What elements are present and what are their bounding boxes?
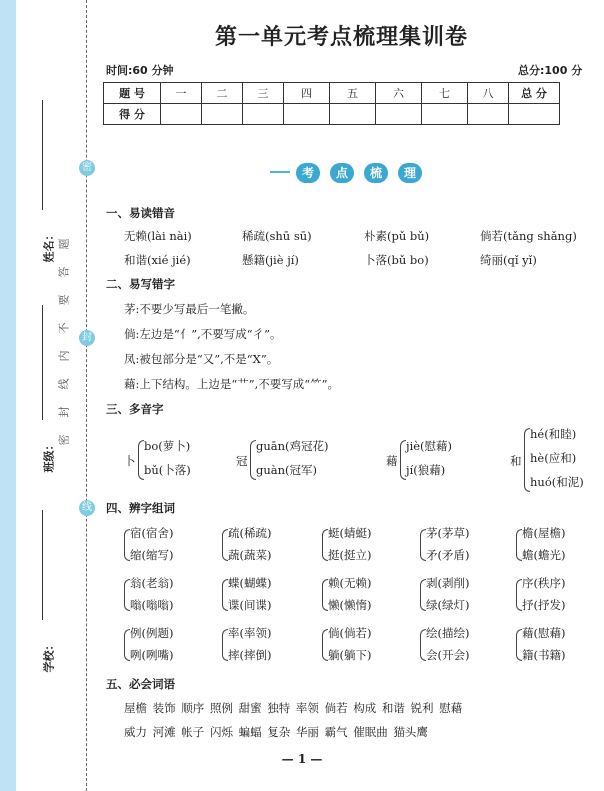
word-pair-item: 率(率领) bbox=[228, 626, 272, 640]
word-pair-item: 序(秩序) bbox=[522, 576, 566, 590]
word-pair-item: 籍(书籍) bbox=[522, 648, 566, 662]
section-title: 五、必会词语 bbox=[106, 677, 175, 691]
writing-tip: 倘:左边是“亻”,不要写成“彳”。 bbox=[124, 327, 282, 341]
polyphone-reading: bo(萝卜) bbox=[144, 439, 191, 453]
banner-char: 点 bbox=[330, 163, 354, 183]
polyphone-reading: guàn(冠军) bbox=[256, 463, 318, 477]
class-line[interactable] bbox=[42, 305, 43, 420]
polyphone-char: 和 bbox=[510, 454, 522, 468]
word-pair-item: 蜓(蜻蜓) bbox=[328, 526, 372, 540]
total-label: 总分:100 分 bbox=[518, 64, 583, 77]
word-pair-item: 抒(抒发) bbox=[522, 598, 566, 612]
word-pair-item: 咧(咧嘴) bbox=[130, 648, 174, 662]
word-pair-item: 倘(倘若) bbox=[328, 626, 372, 640]
polyphone-reading: hè(应和) bbox=[530, 451, 577, 465]
word-pair-item: 蔬(蔬菜) bbox=[228, 548, 272, 562]
word-pair-item: 例(例题) bbox=[130, 626, 174, 640]
section-title: 一、易读错音 bbox=[106, 206, 175, 220]
pinyin-item: 无赖(lài nài) bbox=[124, 229, 192, 243]
score-cell[interactable] bbox=[376, 104, 422, 125]
pinyin-item: 绮丽(qǐ yǐ) bbox=[480, 253, 537, 267]
word-pair-item: 剥(剥削) bbox=[426, 576, 470, 590]
word-pair-item: 谍(间谍) bbox=[228, 598, 272, 612]
binding-strip bbox=[0, 0, 16, 791]
score-cell[interactable] bbox=[509, 104, 560, 125]
banner-char: 梳 bbox=[364, 163, 388, 183]
seal-mark: 密 bbox=[79, 160, 95, 176]
polyphone-char: 卜 bbox=[124, 454, 136, 468]
table-header: 题 号 bbox=[104, 83, 161, 104]
banner-char: 考 bbox=[296, 163, 320, 183]
word-pair-item: 缩(缩写) bbox=[130, 548, 174, 562]
table-header: 七 bbox=[422, 83, 468, 104]
warning-char: 线 bbox=[57, 378, 71, 390]
warning-char: 要 bbox=[57, 294, 71, 306]
word-pair-item: 赖(无赖) bbox=[328, 576, 372, 590]
vocab-line: 威力 河滩 帐子 闪烁 蝙蝠 复杂 华丽 霸气 催眠曲 猫头鹰 bbox=[124, 725, 428, 739]
name-line[interactable] bbox=[42, 100, 43, 210]
table-header: 六 bbox=[376, 83, 422, 104]
writing-tip: 藉:上下结构。上边是“艹”,不要写成“⺮”。 bbox=[124, 377, 340, 391]
word-pair-item: 挺(挺立) bbox=[328, 548, 372, 562]
school-line[interactable] bbox=[42, 510, 43, 620]
pinyin-item: 稀疏(shū sū) bbox=[242, 229, 312, 243]
warning-char: 不 bbox=[57, 322, 71, 334]
word-pair-item: 檐(屋檐) bbox=[522, 526, 566, 540]
school-label: 学校： bbox=[42, 639, 56, 673]
score-cell[interactable] bbox=[284, 104, 330, 125]
section-title: 三、多音字 bbox=[106, 402, 164, 416]
name-label: 姓名： bbox=[42, 229, 56, 263]
pinyin-item: 倘若(tǎng shǎng) bbox=[480, 229, 577, 243]
word-pair-item: 蟾(蟾光) bbox=[522, 548, 566, 562]
warning-char: 答 bbox=[57, 266, 71, 278]
table-header: 总 分 bbox=[509, 83, 560, 104]
word-pair-item: 会(开会) bbox=[426, 648, 470, 662]
class-label: 班级： bbox=[42, 439, 56, 473]
score-cell[interactable] bbox=[468, 104, 509, 125]
score-header-row bbox=[104, 83, 560, 104]
polyphone-char: 冠 bbox=[236, 454, 248, 468]
word-pair-item: 懒(懒惰) bbox=[328, 598, 372, 612]
polyphone-reading: guān(鸡冠花) bbox=[256, 439, 329, 453]
score-cell[interactable] bbox=[161, 104, 202, 125]
vocab-line: 屋檐 装饰 顺序 照例 甜蜜 独特 率领 倘若 构成 和谐 锐利 慰藉 bbox=[124, 701, 463, 715]
table-header: 三 bbox=[243, 83, 284, 104]
score-cell[interactable] bbox=[202, 104, 243, 125]
page-number: — 1 — bbox=[281, 752, 323, 766]
section-title: 二、易写错字 bbox=[106, 277, 175, 291]
table-header: 五 bbox=[330, 83, 376, 104]
warning-char: 封 bbox=[57, 406, 71, 418]
word-pair-item: 矛(矛盾) bbox=[426, 548, 470, 562]
pinyin-item: 卜落(bǔ bo) bbox=[364, 253, 429, 267]
table-header: 四 bbox=[284, 83, 330, 104]
score-cell[interactable] bbox=[422, 104, 468, 125]
section-title: 四、辨字组词 bbox=[106, 501, 175, 515]
time-label: 时间:60 分钟 bbox=[106, 64, 174, 77]
word-pair-item: 摔(摔倒) bbox=[228, 648, 272, 662]
warning-char: 题 bbox=[57, 238, 71, 250]
table-header: 二 bbox=[202, 83, 243, 104]
polyphone-reading: jí(狼藉) bbox=[406, 463, 446, 477]
page-title: 第一单元考点梳理集训卷 bbox=[215, 24, 469, 50]
pinyin-item: 懸籍(jiè jí) bbox=[242, 253, 299, 267]
pinyin-item: 朴素(pǔ bǔ) bbox=[364, 229, 430, 243]
banner-char: 理 bbox=[398, 163, 422, 183]
word-pair-item: 绘(描绘) bbox=[426, 626, 470, 640]
word-pair-item: 嗡(嗡嗡) bbox=[130, 598, 174, 612]
warning-char: 密 bbox=[57, 434, 71, 446]
word-pair-item: 茅(茅草) bbox=[426, 526, 470, 540]
polyphone-reading: jiè(慰藉) bbox=[406, 439, 453, 453]
word-pair-item: 藉(慰藉) bbox=[522, 626, 566, 640]
word-pair-item: 绿(绿灯) bbox=[426, 598, 470, 612]
score-table bbox=[103, 82, 560, 125]
score-cell[interactable] bbox=[243, 104, 284, 125]
score-cell[interactable] bbox=[330, 104, 376, 125]
writing-tip: 茅:不要少写最后一笔撇。 bbox=[124, 302, 255, 316]
warning-char: 内 bbox=[57, 350, 71, 362]
cut-line bbox=[86, 0, 87, 791]
polyphone-reading: huó(和泥) bbox=[530, 475, 584, 489]
word-pair-item: 翁(老翁) bbox=[130, 576, 174, 590]
seal-mark: 封 bbox=[79, 330, 95, 346]
pinyin-item: 和谐(xié jié) bbox=[124, 253, 191, 267]
seal-mark: 线 bbox=[79, 500, 95, 516]
banner-arrow bbox=[270, 171, 290, 179]
writing-tip: 凤:被包部分是“又”,不是“X”。 bbox=[124, 352, 279, 366]
polyphone-reading: bǔ(卜落) bbox=[144, 463, 191, 477]
score-input-row bbox=[104, 104, 560, 125]
word-pair-item: 躺(躺下) bbox=[328, 648, 372, 662]
word-pair-item: 宿(宿舍) bbox=[130, 526, 174, 540]
score-row-label: 得 分 bbox=[104, 104, 161, 125]
word-pair-item: 蝶(蝴蝶) bbox=[228, 576, 272, 590]
table-header: 八 bbox=[468, 83, 509, 104]
word-pair-item: 疏(稀疏) bbox=[228, 526, 272, 540]
polyphone-char: 藉 bbox=[386, 454, 398, 468]
polyphone-reading: hé(和睦) bbox=[530, 427, 577, 441]
table-header: 一 bbox=[161, 83, 202, 104]
section-banner bbox=[270, 163, 430, 185]
